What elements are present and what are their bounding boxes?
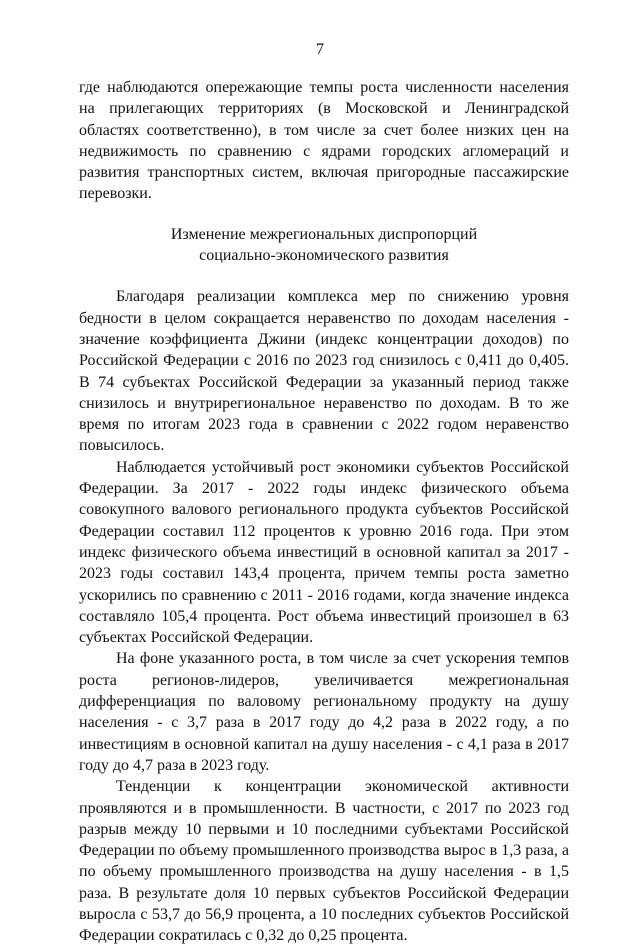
section-heading xyxy=(79,224,569,267)
paragraph-interregional-differentiation: На фоне указанного роста, в том числе за счет ускорения темпов роста регионов-лидеров, увеличивается межрегиональная дифференциация по валовому региональному продукту на душу населения - с 3,7 раза в 2017 году до 4,2 раза в 2022 году, а по инвестициям в основной капитал на душу населения - с 4,1 раза в 2017 году до 4,7 раза в 2023 году. xyxy=(79,650,569,774)
paragraph-gini-inequality: Благодаря реализации комплекса мер по снижению уровня бедности в целом сокращается неравенство по доходам населения - значение коэффициента Джини (индекс концентрации доходов) по Российской Федерации с 2016 по 2023 год снизилось с 0,411 до 0,405. В 74 субъектах Российской Федерации за указанный период также снизилось и внутрирегиональное неравенство по доходам. В то же время по итогам 2023 года в сравнении с 2022 годом неравенство повысилось. xyxy=(79,288,569,455)
document-body xyxy=(79,77,569,947)
page-number: 7 xyxy=(316,41,324,58)
continuation-paragraph: где наблюдаются опережающие темпы роста численности населения на прилегающих территориях (в Московской и Ленинградской областях соответственно), в том числе за счет более низких цен на недвижимость по сравнению с ядрами городских агломераций и развития транспортных систем, включая пригородные пассажирские перевозки. xyxy=(79,79,569,203)
paragraph-economic-growth: Наблюдается устойчивый рост экономики субъектов Российской Федерации. За 2017 - 2022 годы индекс физического объема совокупного валового регионального продукта субъектов Российской Федерации составил 112 процентов к уровню 2016 года. При этом индекс физического объема инвестиций в основной капитал за 2017 - 2023 годы составил 143,4 процента, причем темпы роста заметно ускорились по сравнению с 2011 - 2016 годами, когда значение индекса составляло 105,4 процента. Рост объема инвестиций произошел в 63 субъектах Российской Федерации. xyxy=(79,458,569,647)
paragraph-industrial-concentration: Тенденции к концентрации экономической активности проявляются и в промышленности. В частности, с 2017 по 2023 год разрыв между 10 первыми и 10 последними субъектами Российской Федерации по объему промышленного производства вырос в 1,3 раза, а по объему промышленного производства на душу населения - в 1,5 раза. В результате доля 10 первых субъектов Российской Федерации выросла с 53,7 до 56,9 процента, а 10 последних субъектов Российской Федерации сократилась с 0,32 до 0,25 процента. xyxy=(79,778,569,945)
section-heading-line: социально-экономического развития xyxy=(199,247,449,265)
section-heading-line: Изменение межрегиональных диспропорций xyxy=(170,225,478,243)
